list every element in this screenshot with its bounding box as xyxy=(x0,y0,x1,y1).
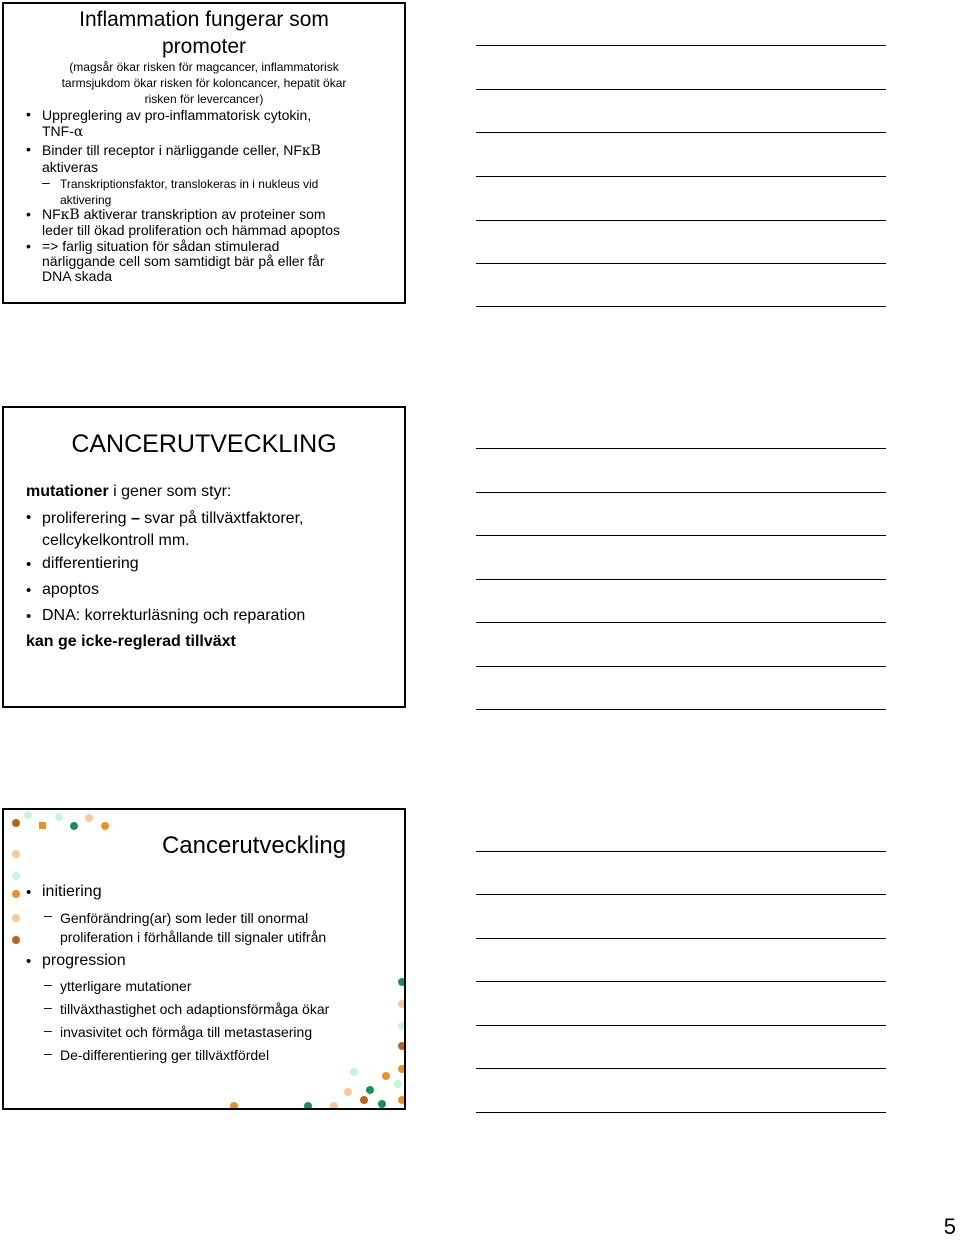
note-line xyxy=(476,89,886,90)
note-line xyxy=(476,709,886,710)
bullet-farlig: => farlig situation för sådan stimulerad närliggande cell som samtidigt bär på eller får DNA skada xyxy=(42,238,325,284)
dash-icon: – xyxy=(44,1022,52,1038)
decor-dot-icon xyxy=(398,1042,406,1050)
decor-dot-icon xyxy=(101,822,109,830)
note-line xyxy=(476,535,886,536)
decor-dot-icon xyxy=(304,1102,312,1110)
note-line xyxy=(476,894,886,895)
decor-dot-icon xyxy=(85,814,93,822)
note-line xyxy=(476,1068,886,1069)
bullet-icon: • xyxy=(26,206,31,222)
bullet-nfkb: NFκB aktiverar transkription av proteiner som leder till ökad proliferation och hämmad apoptos xyxy=(42,206,341,238)
decor-dot-icon xyxy=(366,1086,374,1094)
bullet-icon: • xyxy=(26,556,32,573)
subbullet-genforandring: Genförändring(ar) som leder till onormal proliferation i förhållande till signaler utifrån xyxy=(60,910,327,945)
subbullet-dedifferentiering: De-differentiering ger tillväxtfördel xyxy=(60,1047,270,1063)
slide-cancerutveckling-steg xyxy=(2,808,406,1110)
decor-dot-icon xyxy=(24,811,32,819)
decor-dot-icon xyxy=(12,936,20,944)
decor-dot-icon xyxy=(55,813,63,821)
note-line xyxy=(476,448,886,449)
decor-dot-icon xyxy=(398,1096,406,1104)
note-line xyxy=(476,938,886,939)
slide-cancerutveckling-mutationer xyxy=(2,406,406,708)
note-line xyxy=(476,1112,886,1113)
decor-dot-icon xyxy=(360,1096,368,1104)
decor-dot-icon xyxy=(394,1080,402,1088)
outro-text: kan ge icke-reglerad tillväxt xyxy=(26,633,236,650)
decor-dot-icon xyxy=(398,1065,406,1073)
slide-title: Inflammation fungerar som promoter xyxy=(79,8,329,58)
note-line xyxy=(476,851,886,852)
bullet-icon: • xyxy=(26,884,32,901)
slide-title: CANCERUTVECKLING xyxy=(71,430,337,458)
dash-icon: – xyxy=(44,1045,52,1061)
decor-dot-icon xyxy=(12,819,20,827)
dash-icon: – xyxy=(44,999,52,1015)
intro-text: mutationer i gener som styr: xyxy=(26,483,232,500)
bullet-icon: • xyxy=(26,106,31,122)
bullet-icon: • xyxy=(26,608,32,625)
slide-title: Cancerutveckling xyxy=(161,832,347,859)
decor-dot-icon xyxy=(344,1088,352,1096)
slide-subtitle: (magsår ökar risken för magcancer, inflammatorisk tarmsjukdom ökar risken för koloncancer, hepatit ökar risken för levercancer) xyxy=(61,60,347,106)
dash-icon: – xyxy=(44,976,52,992)
decor-dot-icon xyxy=(12,914,20,922)
decor-dot-icon xyxy=(12,850,20,858)
decor-dot-icon xyxy=(330,1102,338,1110)
bullet-icon: • xyxy=(26,953,32,970)
bullet-dna: DNA: korrekturläsning och reparation xyxy=(42,607,306,624)
decor-dot-icon xyxy=(230,1102,238,1110)
note-line xyxy=(476,1025,886,1026)
decor-dot-icon xyxy=(398,978,406,986)
note-line xyxy=(476,220,886,221)
note-line xyxy=(476,176,886,177)
bullet-icon: • xyxy=(26,141,31,157)
decor-dot-icon xyxy=(378,1100,386,1108)
page-number: 5 xyxy=(943,1214,956,1239)
subbullet-transkription: Transkriptionsfaktor, translokeras in i nukleus vid aktivering xyxy=(60,177,319,207)
note-line xyxy=(476,666,886,667)
decor-dot-icon xyxy=(382,1072,390,1080)
bullet-icon: • xyxy=(26,238,31,254)
decor-dot-icon xyxy=(350,1068,358,1076)
note-line xyxy=(476,132,886,133)
decor-dot-icon xyxy=(12,890,20,898)
decor-dot-icon xyxy=(39,822,46,829)
bullet-proliferering: proliferering – svar på tillväxtfaktorer, cellcykelkontroll mm. xyxy=(42,510,304,549)
dash-icon: – xyxy=(42,174,50,190)
note-line xyxy=(476,45,886,46)
note-line xyxy=(476,579,886,580)
note-line xyxy=(476,492,886,493)
bullet-differentiering: differentiering xyxy=(42,555,139,572)
note-line xyxy=(476,981,886,982)
slide-inflammation xyxy=(2,2,406,304)
note-line xyxy=(476,622,886,623)
subbullet-invasivitet: invasivitet och förmåga till metastasering xyxy=(60,1024,313,1040)
subbullet-mutationer: ytterligare mutationer xyxy=(60,978,192,994)
subbullet-tillvaxt: tillväxthastighet och adaptionsförmåga ökar xyxy=(60,1001,330,1017)
decor-dot-icon xyxy=(70,822,78,830)
decor-dot-icon xyxy=(398,1000,406,1008)
bullet-icon: • xyxy=(26,582,32,599)
bullet-receptor: Binder till receptor i närliggande celler, NFκB aktiveras xyxy=(42,142,321,175)
bullet-icon: • xyxy=(26,509,32,526)
decor-dot-icon xyxy=(398,1022,406,1030)
dash-icon: – xyxy=(44,907,52,923)
bullet-cytokine: Uppreglering av pro-inflammatorisk cytokin, TNF-α xyxy=(42,107,312,140)
bullet-apoptos: apoptos xyxy=(42,581,99,598)
note-line xyxy=(476,263,886,264)
note-line xyxy=(476,306,886,307)
decor-dot-icon xyxy=(12,872,20,880)
bullet-progression: progression xyxy=(42,952,126,969)
bullet-initiering: initiering xyxy=(42,883,102,900)
